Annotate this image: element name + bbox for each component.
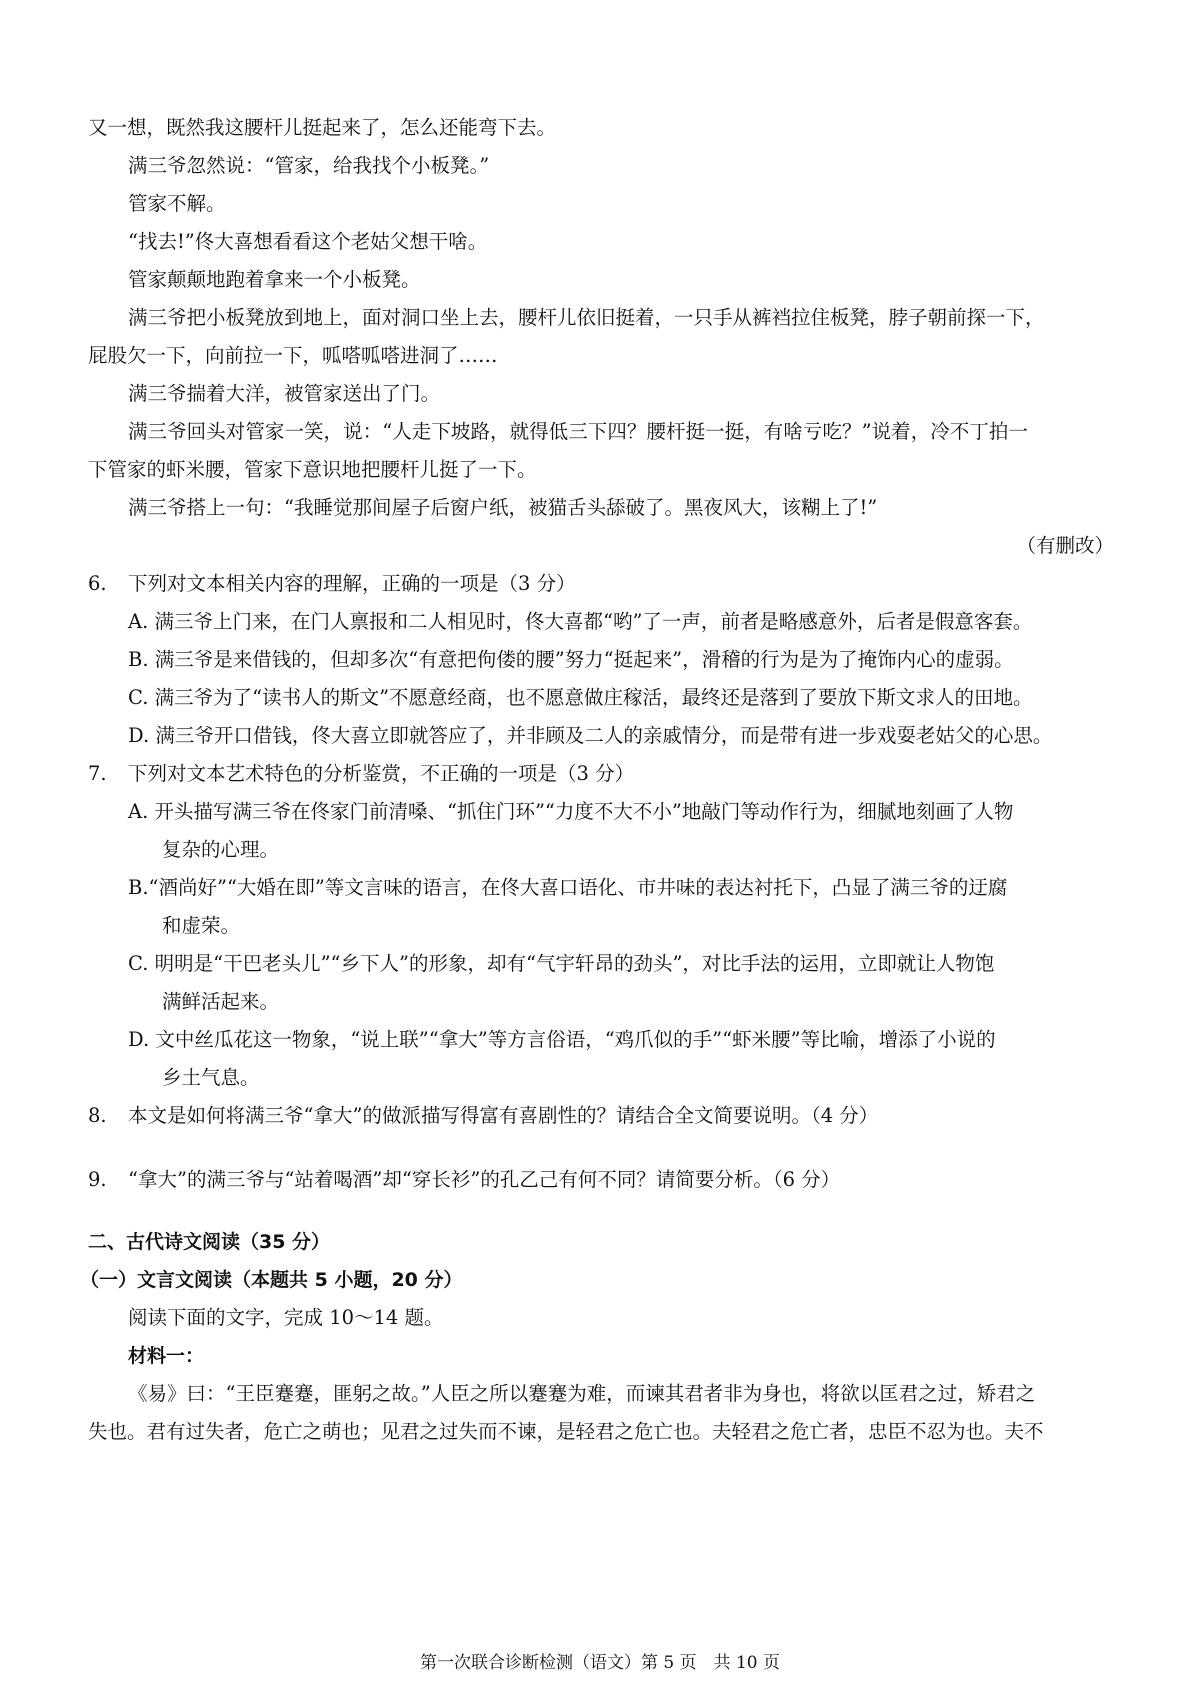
question-number: 9. <box>88 1168 107 1191</box>
question-number: 7. <box>88 762 107 785</box>
option-a-continued: 复杂的心理。 <box>162 838 280 861</box>
story-paragraph: 管家颠颠地跑着拿来一个小板凳。 <box>128 268 421 291</box>
option-c-continued: 满鲜活起来。 <box>162 990 280 1013</box>
option-c: C. 明明是“干巴老头儿”“乡下人”的形象，却有“气宇轩昂的劲头”，对比手法的运用，立即就让人物饱 <box>128 952 995 975</box>
question-number: 8. <box>88 1104 107 1127</box>
story-paragraph-continued: 屁股欠一下，向前拉一下，呱嗒呱嗒进洞了…… <box>88 344 498 367</box>
story-paragraph: 满三爷揣着大洋，被管家送出了门。 <box>128 382 441 405</box>
sub-section-heading: （一）文言文阅读（本题共 5 小题，20 分） <box>80 1269 463 1291</box>
story-paragraph: 满三爷把小板凳放到地上，面对洞口坐上去，腰杆儿依旧挺着，一只手从裤裆拉住板凳，脖子朝前探一下， <box>128 306 1045 329</box>
story-paragraph: 满三爷忽然说：“管家，给我找个小板凳。” <box>128 154 490 177</box>
material-label: 材料一： <box>128 1345 205 1367</box>
option-d-continued: 乡土气息。 <box>162 1066 260 1089</box>
section-heading: 二、古代诗文阅读（35 分） <box>88 1231 331 1253</box>
story-paragraph: 满三爷回头对管家一笑，说：“人走下坡路，就得低三下四？腰杆挺一挺，有啥亏吃？”说着，冷不丁拍一 <box>128 420 1028 443</box>
story-paragraph: 满三爷搭上一句：“我睡觉那间屋子后窗户纸，被猫舌头舔破了。黑夜风大，该糊上了!” <box>128 496 878 519</box>
source-note: （有删改） <box>1016 534 1114 557</box>
option-a: A. 开头描写满三爷在佟家门前清嗓、“抓住门环”“力度不大不小”地敲门等动作行为，细腻地刻画了人物 <box>128 800 1014 823</box>
question-stem: “拿大”的满三爷与“站着喝酒”却“穿长衫”的孔乙己有何不同？请简要分析。（6 分） <box>128 1168 841 1191</box>
option-b: B.“酒尚好”“大婚在即”等文言味的语言，在佟大喜口语化、市井味的表达衬托下，凸显了满三爷的迂腐 <box>128 876 1008 899</box>
option-c: C. 满三爷为了“读书人的斯文”不愿意经商，也不愿意做庄稼活，最终还是落到了要放下斯文求人的田地。 <box>128 686 1033 709</box>
option-b-continued: 和虚荣。 <box>162 914 241 937</box>
option-a: A. 满三爷上门来，在门人禀报和二人相见时，佟大喜都“哟”了一声，前者是略感意外，后者是假意客套。 <box>128 610 1033 633</box>
story-paragraph: 又一想，既然我这腰杆儿挺起来了，怎么还能弯下去。 <box>88 116 557 139</box>
option-d: D. 满三爷开口借钱，佟大喜立即就答应了，并非顾及二人的亲戚情分，而是带有进一步戏耍老姑父的心思。 <box>128 724 1053 747</box>
page-footer: 第一次联合诊断检测（语文）第 5 页 共 10 页 <box>419 1653 781 1673</box>
classical-text-continued: 失也。君有过失者，危亡之萌也；见君之过失而不谏，是轻君之危亡也。夫轻君之危亡者，忠臣不忍为也。夫不 <box>88 1420 1044 1443</box>
question-stem: 下列对文本相关内容的理解，正确的一项是（3 分） <box>128 572 576 595</box>
classical-text: 《易》曰：“王臣蹇蹇，匪躬之故。”人臣之所以蹇蹇为难，而谏其君者非为身也，将欲以匡君之过，矫君之 <box>128 1382 1036 1405</box>
option-d: D. 文中丝瓜花这一物象，“说上联”“拿大”等方言俗语，“鸡爪似的手”“虾米腰”等比喻，增添了小说的 <box>128 1028 996 1051</box>
story-paragraph-continued: 下管家的虾米腰，管家下意识地把腰杆儿挺了一下。 <box>88 458 537 481</box>
reading-instruction: 阅读下面的文字，完成 10～14 题。 <box>128 1306 444 1329</box>
question-number: 6. <box>88 572 107 595</box>
question-stem: 本文是如何将满三爷“拿大”的做派描写得富有喜剧性的？请结合全文简要说明。（4 分） <box>128 1104 879 1127</box>
story-paragraph: 管家不解。 <box>128 192 226 215</box>
story-paragraph: “找去!”佟大喜想看看这个老姑父想干啥。 <box>128 230 488 253</box>
option-b: B. 满三爷是来借钱的，但却多次“有意把佝偻的腰”努力“挺起来”，滑稽的行为是为了掩饰内心的虚弱。 <box>128 648 1014 671</box>
question-stem: 下列对文本艺术特色的分析鉴赏，不正确的一项是（3 分） <box>128 762 635 785</box>
